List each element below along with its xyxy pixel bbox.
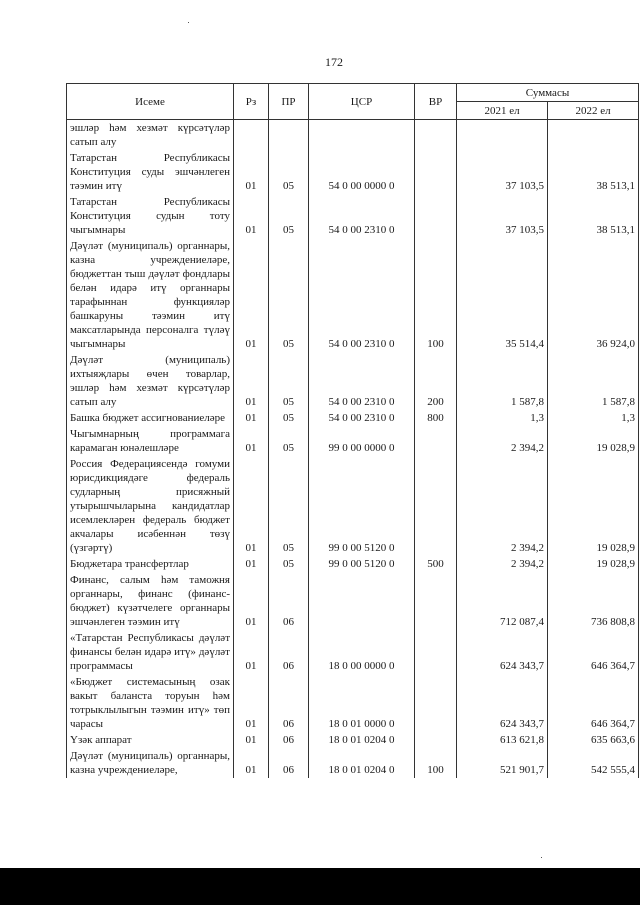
row-vr: 800 — [415, 410, 457, 426]
row-pr: 06 — [269, 732, 309, 748]
row-value-2021: 2 394,2 — [457, 456, 548, 556]
page-number: 172 — [325, 55, 343, 69]
table-row — [67, 456, 639, 556]
row-value-2022: 19 028,9 — [548, 556, 639, 572]
row-rz: 01 — [234, 556, 269, 572]
row-name: Дәүләт (муниципаль) органнары, казна учреждениеләре, — [67, 748, 234, 778]
row-rz: 01 — [234, 456, 269, 556]
scan-speck — [188, 22, 189, 23]
row-csr: 18 0 01 0000 0 — [309, 674, 415, 732]
row-name: Башка бюджет ассигнованиеләре — [67, 410, 234, 426]
header-pr: ПР — [269, 84, 309, 120]
table-row — [67, 748, 639, 778]
row-vr — [415, 194, 457, 238]
row-rz: 01 — [234, 674, 269, 732]
row-csr: 54 0 00 2310 0 — [309, 238, 415, 352]
row-value-2022: 635 663,6 — [548, 732, 639, 748]
row-csr: 18 0 00 0000 0 — [309, 630, 415, 674]
row-vr: 500 — [415, 556, 457, 572]
row-pr: 06 — [269, 572, 309, 630]
row-value-2021: 624 343,7 — [457, 674, 548, 732]
row-value-2021: 613 621,8 — [457, 732, 548, 748]
row-rz: 01 — [234, 352, 269, 410]
row-csr: 18 0 01 0204 0 — [309, 732, 415, 748]
row-value-2022: 36 924,0 — [548, 238, 639, 352]
row-csr — [309, 572, 415, 630]
row-rz: 01 — [234, 630, 269, 674]
row-vr — [415, 732, 457, 748]
row-csr: 54 0 00 2310 0 — [309, 194, 415, 238]
row-pr — [269, 120, 309, 151]
header-rz: Рз — [234, 84, 269, 120]
row-value-2022: 646 364,7 — [548, 674, 639, 732]
row-value-2021: 2 394,2 — [457, 556, 548, 572]
row-rz: 01 — [234, 426, 269, 456]
row-pr: 05 — [269, 238, 309, 352]
row-value-2022: 38 513,1 — [548, 150, 639, 194]
row-value-2022: 736 808,8 — [548, 572, 639, 630]
row-csr: 99 0 00 5120 0 — [309, 556, 415, 572]
row-pr: 05 — [269, 556, 309, 572]
row-value-2021: 624 343,7 — [457, 630, 548, 674]
row-value-2021: 37 103,5 — [457, 150, 548, 194]
row-rz: 01 — [234, 572, 269, 630]
row-vr: 200 — [415, 352, 457, 410]
table-row — [67, 194, 639, 238]
row-value-2021 — [457, 120, 548, 151]
row-csr: 54 0 00 2310 0 — [309, 410, 415, 426]
row-csr: 99 0 00 5120 0 — [309, 456, 415, 556]
header-name: Исеме — [67, 84, 234, 120]
row-pr: 05 — [269, 426, 309, 456]
header-sums: Суммасы — [457, 84, 639, 102]
table-row — [67, 352, 639, 410]
row-name: Чыгымнарның программага карамаган юнәлешләре — [67, 426, 234, 456]
row-name: Үзәк аппарат — [67, 732, 234, 748]
row-vr: 100 — [415, 238, 457, 352]
table-row — [67, 120, 639, 151]
row-rz: 01 — [234, 748, 269, 778]
row-vr — [415, 630, 457, 674]
row-vr — [415, 674, 457, 732]
row-csr: 18 0 01 0204 0 — [309, 748, 415, 778]
row-name: Дәүләт (муниципаль) органнары, казна учреждениеләре, бюджеттан тыш дәүләт фондлары белән идарә итү органнары тарафыннан функцияләр башкаруны тәэмин итү максатларында персоналга түләү чыгымнары — [67, 238, 234, 352]
row-value-2021: 37 103,5 — [457, 194, 548, 238]
header-vr: ВР — [415, 84, 457, 120]
row-pr: 05 — [269, 410, 309, 426]
row-vr — [415, 572, 457, 630]
row-value-2022: 646 364,7 — [548, 630, 639, 674]
row-csr: 54 0 00 0000 0 — [309, 150, 415, 194]
table-row — [67, 150, 639, 194]
row-pr: 06 — [269, 630, 309, 674]
table-row — [67, 572, 639, 630]
row-name: «Татарстан Республикасы дәүләт финансы белән идарә итү» дәүләт программасы — [67, 630, 234, 674]
row-name: «Бюджет системасының озак вакыт баланста торуын һәм тотрыклылыгын тәэмин итү» төп чарасы — [67, 674, 234, 732]
table-row — [67, 426, 639, 456]
row-csr — [309, 120, 415, 151]
row-value-2021: 35 514,4 — [457, 238, 548, 352]
row-pr: 05 — [269, 194, 309, 238]
table-row — [67, 556, 639, 572]
table-row — [67, 732, 639, 748]
row-vr — [415, 426, 457, 456]
row-value-2022: 1 587,8 — [548, 352, 639, 410]
row-value-2021: 1,3 — [457, 410, 548, 426]
table-body — [67, 120, 639, 779]
row-pr: 06 — [269, 674, 309, 732]
header-2022: 2022 ел — [548, 102, 639, 120]
row-vr — [415, 456, 457, 556]
row-vr — [415, 120, 457, 151]
row-value-2022 — [548, 120, 639, 151]
row-csr: 99 0 00 0000 0 — [309, 426, 415, 456]
row-value-2022: 19 028,9 — [548, 456, 639, 556]
row-value-2021: 521 901,7 — [457, 748, 548, 778]
table-row — [67, 238, 639, 352]
row-value-2022: 38 513,1 — [548, 194, 639, 238]
row-rz: 01 — [234, 150, 269, 194]
row-pr: 05 — [269, 456, 309, 556]
row-pr: 05 — [269, 352, 309, 410]
row-vr — [415, 150, 457, 194]
row-value-2022: 1,3 — [548, 410, 639, 426]
header-2021: 2021 ел — [457, 102, 548, 120]
row-name: Дәүләт (муниципаль) ихтыяҗлары өчен товарлар, эшләр һәм хезмәт күрсәтүләр сатып алу — [67, 352, 234, 410]
table-row — [67, 410, 639, 426]
row-value-2022: 542 555,4 — [548, 748, 639, 778]
row-name: Финанс, салым һәм таможня органнары, финанс (финанс-бюджет) күзәтчелеге органнары эшчәнлеген тәэмин итү — [67, 572, 234, 630]
table-row — [67, 630, 639, 674]
row-csr: 54 0 00 2310 0 — [309, 352, 415, 410]
row-name: Татарстан Республикасы Конституция суды эшчәнлеген тәэмин итү — [67, 150, 234, 194]
row-rz — [234, 120, 269, 151]
scan-border — [0, 868, 640, 905]
row-rz: 01 — [234, 238, 269, 352]
header-csr: ЦСР — [309, 84, 415, 120]
row-value-2022: 19 028,9 — [548, 426, 639, 456]
row-pr: 06 — [269, 748, 309, 778]
row-pr: 05 — [269, 150, 309, 194]
row-rz: 01 — [234, 732, 269, 748]
row-vr: 100 — [415, 748, 457, 778]
budget-table — [66, 83, 639, 778]
header-row — [67, 84, 639, 102]
table-row — [67, 674, 639, 732]
row-value-2021: 712 087,4 — [457, 572, 548, 630]
scan-speck — [541, 857, 542, 858]
row-value-2021: 1 587,8 — [457, 352, 548, 410]
row-rz: 01 — [234, 194, 269, 238]
row-rz: 01 — [234, 410, 269, 426]
row-name: Бюджетара трансфертлар — [67, 556, 234, 572]
row-name: эшләр һәм хезмәт күрсәтүләр сатып алу — [67, 120, 234, 151]
row-name: Татарстан Республикасы Конституция судын тоту чыгымнары — [67, 194, 234, 238]
row-name: Россия Федерациясендә гомуми юрисдикциядәге федераль судларның присяжный утырышчыларына кандидатлар исемлекләрен федераль бюджет акчалары исәбеннән төзү (үзгәртү) — [67, 456, 234, 556]
row-value-2021: 2 394,2 — [457, 426, 548, 456]
